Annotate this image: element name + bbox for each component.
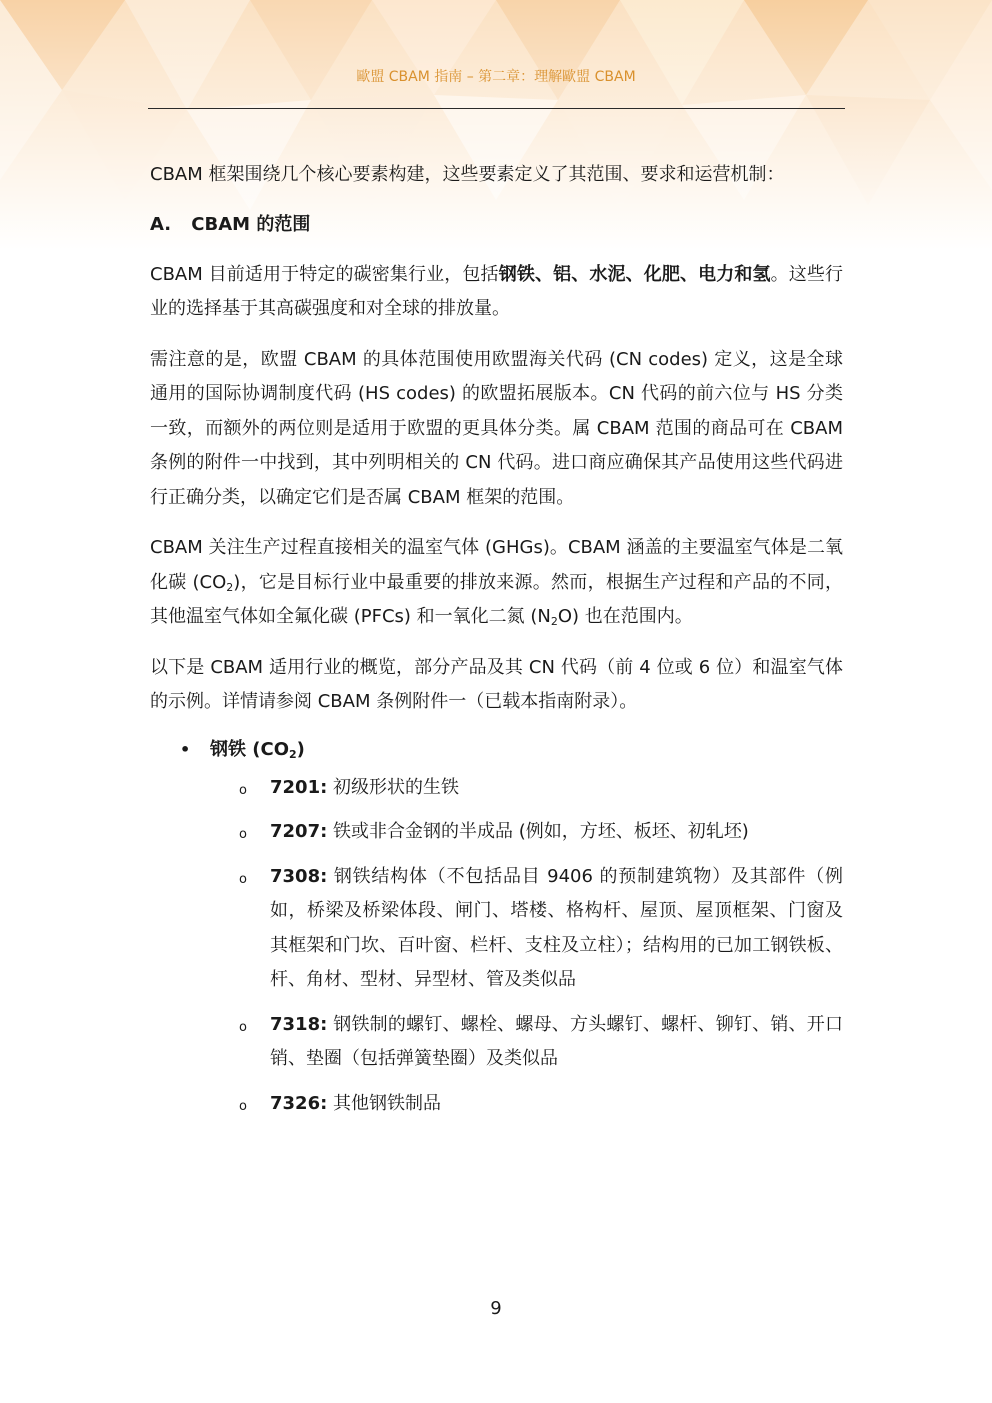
cn-code: 7326: (270, 1092, 328, 1114)
section-title: CBAM 的范围 (191, 213, 311, 235)
cn-code-list (150, 771, 843, 1122)
section-label: A. (150, 213, 172, 235)
cn-description: 铁或非合金钢的半成品 (例如，方坯、板坯、初轧坯) (333, 821, 749, 842)
cn-code: 7207: (270, 821, 328, 842)
cn-description: 初级形状的生铁 (333, 776, 460, 798)
sectors-paragraph (150, 258, 843, 327)
ghg-part1: CBAM 关注生产过程直接相关的温室气体 (GHGs)。CBAM 涵盖的主要温室气体是二氧化碳 (CO (150, 537, 843, 593)
cn-code-item (150, 1087, 843, 1122)
hollow-bullet-icon: o (239, 1019, 247, 1035)
intro-paragraph: CBAM 框架围绕几个核心要素构建，这些要素定义了其范围、要求和运营机制： (150, 164, 785, 185)
cn-code: 7318: (270, 1013, 328, 1035)
bullet-icon: • (180, 739, 191, 759)
cn-description: 其他钢铁制品 (333, 1092, 442, 1114)
cn-code: 7308: (270, 865, 328, 887)
ghg-paragraph (150, 531, 843, 635)
cn-code-item (150, 815, 843, 850)
co2-subscript: 2 (226, 580, 234, 594)
sector-label-close: ) (296, 738, 305, 760)
overview-paragraph: 以下是 CBAM 适用行业的概览，部分产品及其 CN 代码（前 4 位或 6 位）和温室气体的示例。详情请参阅 CBAM 条例附件一（已载本指南附录）。 (150, 656, 843, 712)
cn-description: 钢铁制的螺钉、螺栓、螺母、方头螺钉、螺杆、铆钉、销、开口销、垫圈（包括弹簧垫圈）及类似品 (270, 1013, 843, 1069)
cn-code: 7201: (270, 776, 328, 798)
page-number: 9 (490, 1298, 502, 1319)
header-rule (148, 108, 845, 109)
hollow-bullet-icon: o (239, 1098, 247, 1114)
sectors-list: 钢铁、铝、水泥、化肥、电力和氢 (498, 263, 771, 285)
hollow-bullet-icon: o (239, 782, 247, 798)
hollow-bullet-icon: o (239, 871, 247, 887)
sector-subscript: 2 (289, 747, 297, 761)
cn-code-item (150, 1008, 843, 1077)
sector-label: 钢铁 (CO (210, 738, 290, 760)
sector-bullet-iron-steel (150, 733, 843, 767)
cn-code-item (150, 860, 843, 998)
sectors-lead: CBAM 目前适用于特定的碳密集行业，包括 (150, 263, 499, 285)
cn-codes-paragraph: 需注意的是，欧盟 CBAM 的具体范围使用欧盟海关代码 (CN codes) 定义，这是全球通用的国际协调制度代码 (HS codes) 的欧盟拓展版本。CN 代码的前六位与 HS 分类一致，而额外的两位则是适用于欧盟的更具体分类。属 CBAM 范围的商品可在 CBAM 条例的附件一中找到，其中列明相关的 CN 代码。进口商应确保其产品使用这些代码进行正确分类，以确定它们是否属 CBAM 框架的范围。 (150, 348, 843, 508)
section-heading-a (150, 208, 843, 242)
cn-description: 钢铁结构体（不包括品目 9406 的预制建筑物）及其部件（例如，桥梁及桥梁体段、闸门、塔楼、格构杆、屋顶、屋顶框架、门窗及其框架和门坎、百叶窗、栏杆、支柱及立柱）；结构用的已加工钢铁板、杆、角材、型材、异型材、管及类似品 (270, 865, 843, 990)
page-content (150, 158, 843, 1131)
ghg-part3: O) 也在范围内。 (557, 606, 693, 627)
n2o-subscript: 2 (550, 615, 558, 628)
sectors-end: 。这些行业的选择基于其高碳强度和对全球的排放量。 (150, 263, 844, 319)
running-header: 歐盟 CBAM 指南 – 第二章：理解歐盟 CBAM (356, 69, 636, 85)
hollow-bullet-icon: o (239, 827, 247, 842)
cn-code-item (150, 771, 843, 806)
ghg-part2: )，它是目标行业中最重要的排放来源。然而，根据生产过程和产品的不同，其他温室气体如全氟化碳 (PFCs) 和一氧化二氮 (N (150, 571, 843, 627)
